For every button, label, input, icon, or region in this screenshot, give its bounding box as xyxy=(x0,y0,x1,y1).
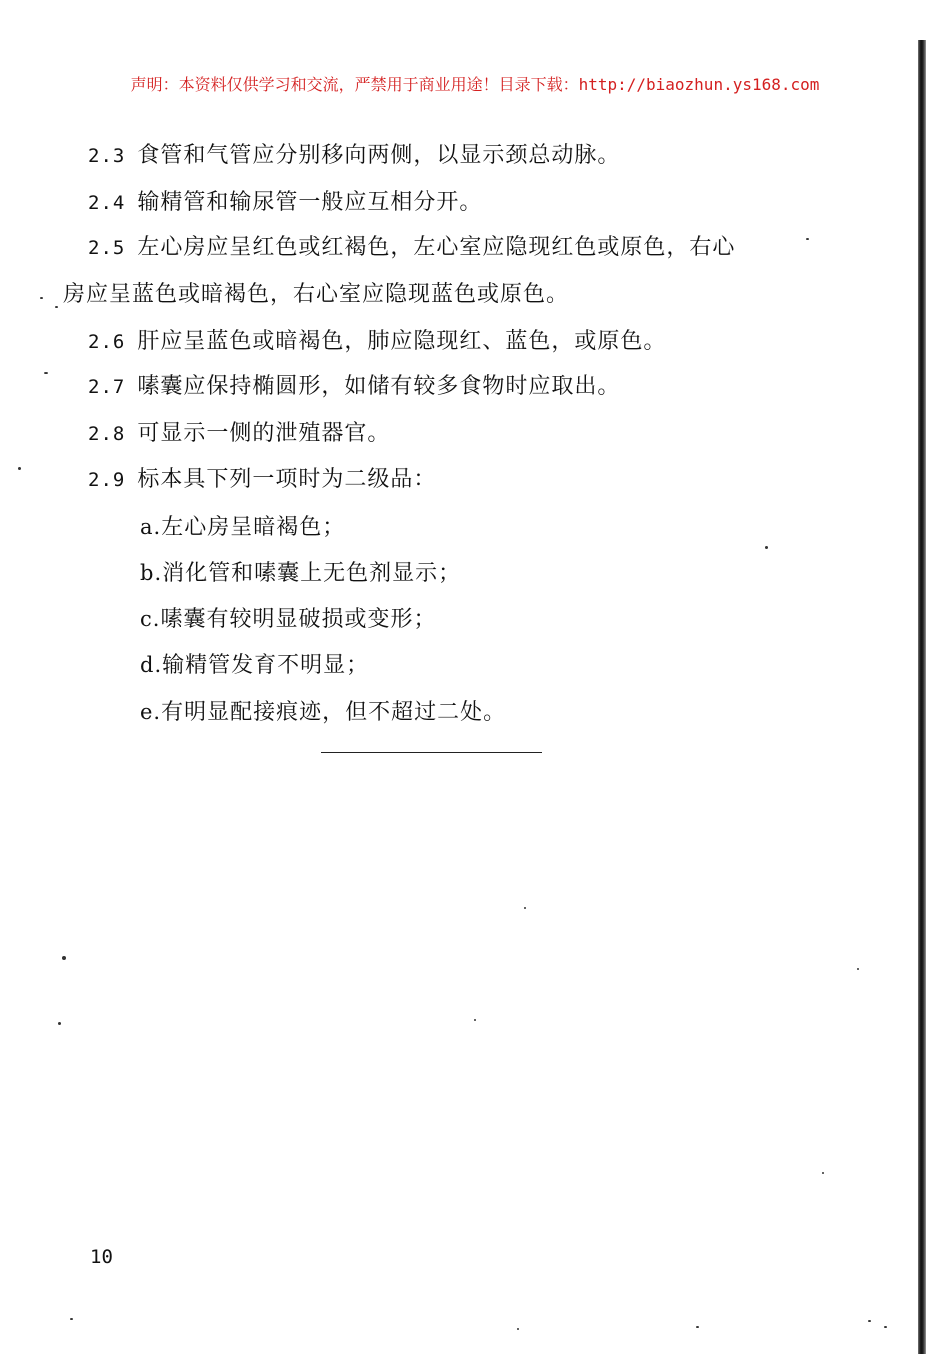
binding-edge xyxy=(918,40,926,1354)
clause-number: 2.7 xyxy=(88,376,126,398)
scan-speck xyxy=(58,1022,61,1025)
clause-number: 2.3 xyxy=(88,145,126,167)
subitem-e xyxy=(140,697,506,728)
subitem-text: 消化管和嗉囊上无色剂显示； xyxy=(162,561,462,586)
page-number: 10 xyxy=(90,1246,113,1268)
subitem-a xyxy=(140,512,345,543)
end-rule xyxy=(321,752,542,753)
clause-text: 输精管和输尿管一般应互相分开。 xyxy=(137,190,483,215)
scan-speck xyxy=(70,1318,73,1320)
clause-2-9 xyxy=(88,465,436,495)
subitem-label: a. xyxy=(140,515,162,539)
scan-speck xyxy=(40,297,43,299)
clause-number: 2.9 xyxy=(88,469,126,491)
scan-speck xyxy=(62,956,66,960)
clause-number: 2.4 xyxy=(88,192,126,214)
subitem-text: 有明显配接痕迹，但不超过二处。 xyxy=(161,700,507,725)
scan-speck xyxy=(857,968,859,970)
subitem-text: 左心房呈暗褐色； xyxy=(161,515,346,540)
clause-text: 左心房应呈红色或红褐色，左心室应隐现红色或原色，右心 xyxy=(137,235,736,260)
scan-speck xyxy=(524,907,526,909)
scan-speck xyxy=(474,1019,476,1021)
scan-speck xyxy=(765,546,768,549)
clause-number: 2.5 xyxy=(88,237,126,259)
clause-text: 嗉囊应保持椭圆形，如储有较多食物时应取出。 xyxy=(137,374,621,399)
scan-speck xyxy=(55,306,58,308)
scan-speck xyxy=(696,1326,699,1328)
clause-number: 2.8 xyxy=(88,423,126,445)
scan-speck xyxy=(517,1328,519,1330)
subitem-text: 嗉囊有较明显破损或变形； xyxy=(160,607,437,632)
clause-2-4 xyxy=(88,188,482,218)
scan-speck xyxy=(806,238,809,240)
disclaimer-notice: 声明：本资料仅供学习和交流，严禁用于商业用途！目录下载：http://biaozhun.ys168.com xyxy=(130,75,820,94)
scan-speck xyxy=(868,1320,871,1322)
clause-text: 肝应呈蓝色或暗褐色，肺应隐现红、蓝色，或原色。 xyxy=(137,329,667,354)
scan-speck xyxy=(884,1326,887,1328)
scan-speck xyxy=(44,372,48,374)
subitem-label: d. xyxy=(140,653,163,677)
clause-2-5-continuation xyxy=(63,280,569,310)
clause-2-5 xyxy=(88,233,735,263)
clause-text: 可显示一侧的泄殖器官。 xyxy=(137,421,391,446)
clause-text: 房应呈蓝色或暗褐色，右心室应隐现蓝色或原色。 xyxy=(63,282,570,307)
subitem-label: e. xyxy=(140,700,162,724)
clause-2-3 xyxy=(88,141,620,171)
subitem-d xyxy=(140,650,369,681)
subitem-b xyxy=(140,558,461,589)
clause-2-8 xyxy=(88,419,390,449)
clause-text: 食管和气管应分别移向两侧，以显示颈总动脉。 xyxy=(137,143,621,168)
clause-number: 2.6 xyxy=(88,331,126,353)
scan-speck xyxy=(18,467,21,470)
clause-2-7 xyxy=(88,372,620,402)
clause-2-6 xyxy=(88,327,666,357)
clause-text: 标本具下列一项时为二级品： xyxy=(137,467,437,492)
subitem-c xyxy=(140,604,436,635)
subitem-label: c. xyxy=(140,607,161,631)
subitem-label: b. xyxy=(140,561,163,585)
scan-speck xyxy=(822,1172,824,1174)
subitem-text: 输精管发育不明显； xyxy=(162,653,370,678)
